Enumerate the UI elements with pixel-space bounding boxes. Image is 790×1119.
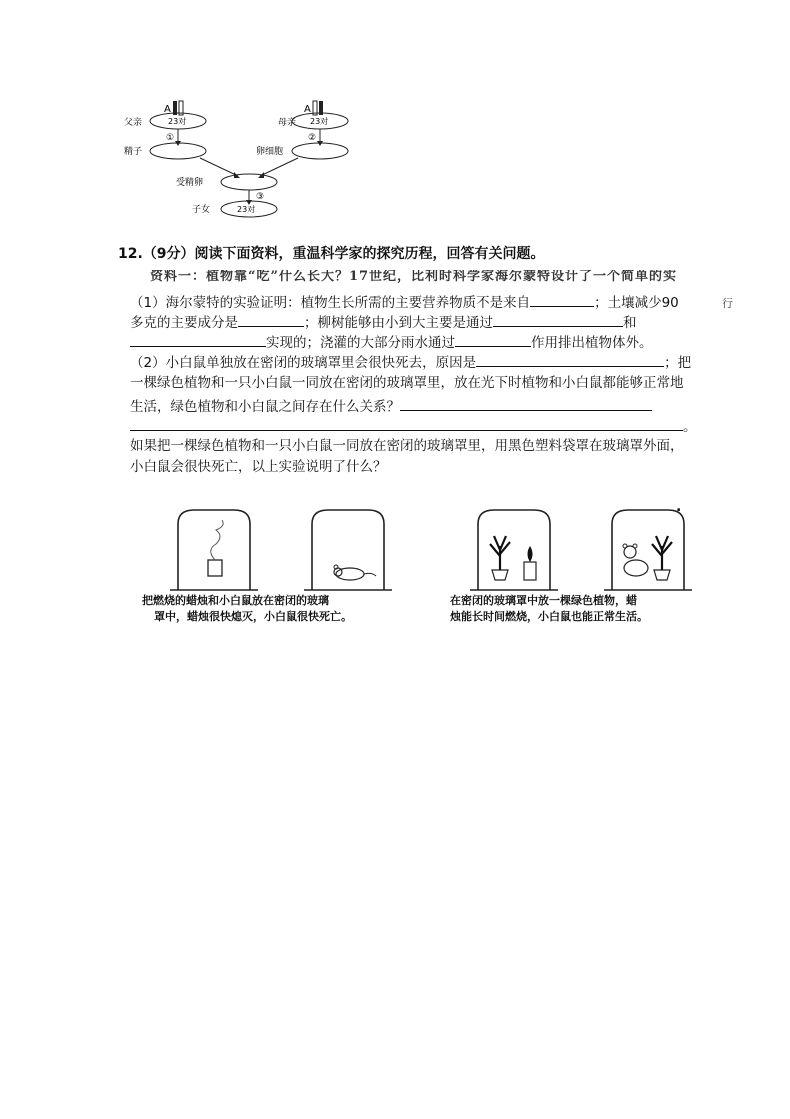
smoke-icon — [211, 520, 223, 560]
plant-icon — [490, 536, 510, 580]
p4-text-b: ；把 — [664, 355, 692, 371]
caption-right-line2: 烛能长时间燃烧，小白鼠也能正常生活。 — [450, 610, 648, 623]
answer-blank-5[interactable] — [455, 331, 531, 347]
caption-left-line1: 把燃烧的蜡烛和小白鼠放在密闭的玻璃 — [142, 594, 329, 607]
line-p2 — [130, 311, 637, 333]
father-label: 父亲 — [124, 118, 143, 128]
zygote-label: 受精卵 — [176, 178, 204, 188]
egg-label: 卵细胞 — [256, 147, 284, 157]
clipped-material-text: 资料一：植物靠“吃”什么长大？17世纪，比利时科学家海尔蒙特设计了一个简单的实 — [150, 270, 678, 284]
line-p8: 如果把一棵绿色植物和一只小白鼠一同放在密闭的玻璃罩里，用黑色塑料袋罩在玻璃罩外面， — [130, 438, 684, 454]
bell-jar-mouse — [304, 510, 392, 590]
answer-blank-2[interactable] — [238, 311, 304, 327]
answer-blank-7[interactable] — [400, 395, 652, 411]
line-p1 — [130, 291, 679, 313]
answer-blank-3[interactable] — [493, 311, 623, 327]
mouse-icon — [334, 565, 376, 580]
caption-right-line1: 在密闭的玻璃罩中放一棵绿色植物，蜡 — [450, 594, 637, 607]
plant-icon — [652, 536, 672, 580]
p6-text: 生活，绿色植物和小白鼠之间存在什么关系？ — [130, 399, 400, 415]
step-3: ③ — [256, 192, 265, 202]
caption-left — [142, 593, 352, 625]
mother-pairs: 23对 — [310, 117, 329, 126]
bell-jar-plant-candle — [470, 510, 558, 590]
p3-text-a: 实现的；浇灌的大部分雨水通过 — [266, 335, 455, 351]
line-p5: 一棵绿色植物和一只小白鼠一同放在密闭的玻璃罩里，放在光下时植物和小白鼠都能够正常地 — [130, 375, 684, 391]
line-p7 — [130, 415, 697, 437]
clipped-material-strip — [150, 270, 754, 285]
side-char: 行 — [722, 297, 733, 310]
question-title: 12.（9分）阅读下面资料，重温科学家的探究历程，回答有关问题。 — [118, 246, 545, 262]
p1-text-b: ；土壤减少90 — [594, 295, 679, 311]
candle-icon — [208, 560, 222, 576]
answer-blank-8[interactable] — [130, 415, 683, 431]
answer-blank-4[interactable] — [130, 331, 266, 347]
chromosome-label-mother: A — [304, 104, 311, 115]
stray-dot: . — [676, 499, 682, 515]
p7-end: 。 — [683, 419, 697, 435]
step-2: ② — [308, 133, 317, 143]
line-p3 — [130, 331, 653, 353]
p1-text-a: （1）海尔蒙特的实验证明：植物生长所需的主要营养物质不是来自 — [130, 295, 531, 311]
child-pairs: 23对 — [237, 205, 256, 214]
zygote-cell — [221, 174, 277, 190]
sperm-label: 精子 — [124, 147, 143, 157]
p2-text-b: ；柳树能够由小到大主要是通过 — [304, 315, 493, 331]
heredity-diagram — [110, 98, 370, 223]
caption-right — [450, 593, 648, 625]
line-p4 — [130, 351, 691, 373]
answer-blank-1[interactable] — [530, 291, 594, 307]
step-1: ① — [166, 133, 175, 143]
mother-label: 母亲 — [278, 118, 297, 128]
child-label: 子女 — [192, 205, 211, 215]
p2-text-a: 多克的主要成分是 — [130, 315, 238, 331]
line-p6 — [130, 395, 652, 417]
p4-text-a: （2）小白鼠单独放在密闭的玻璃罩里会很快死去，原因是 — [130, 355, 477, 371]
father-pairs: 23对 — [168, 117, 187, 126]
lit-candle-icon — [524, 546, 536, 580]
p2-text-c: 和 — [623, 315, 637, 331]
bell-jar-candle — [170, 510, 258, 590]
line-p9: 小白鼠会很快死亡，以上实验说明了什么？ — [130, 459, 387, 475]
caption-left-line2: 罩中，蜡烛很快熄灭，小白鼠很快死亡。 — [154, 610, 352, 623]
p3-text-b: 作用排出植物体外。 — [531, 335, 653, 351]
answer-blank-6[interactable] — [476, 351, 664, 367]
bell-jar-plant-mouse — [604, 510, 692, 590]
chromosome-label-father: A — [164, 104, 171, 115]
experiment-figure — [140, 506, 715, 592]
mouse-icon — [623, 544, 648, 576]
